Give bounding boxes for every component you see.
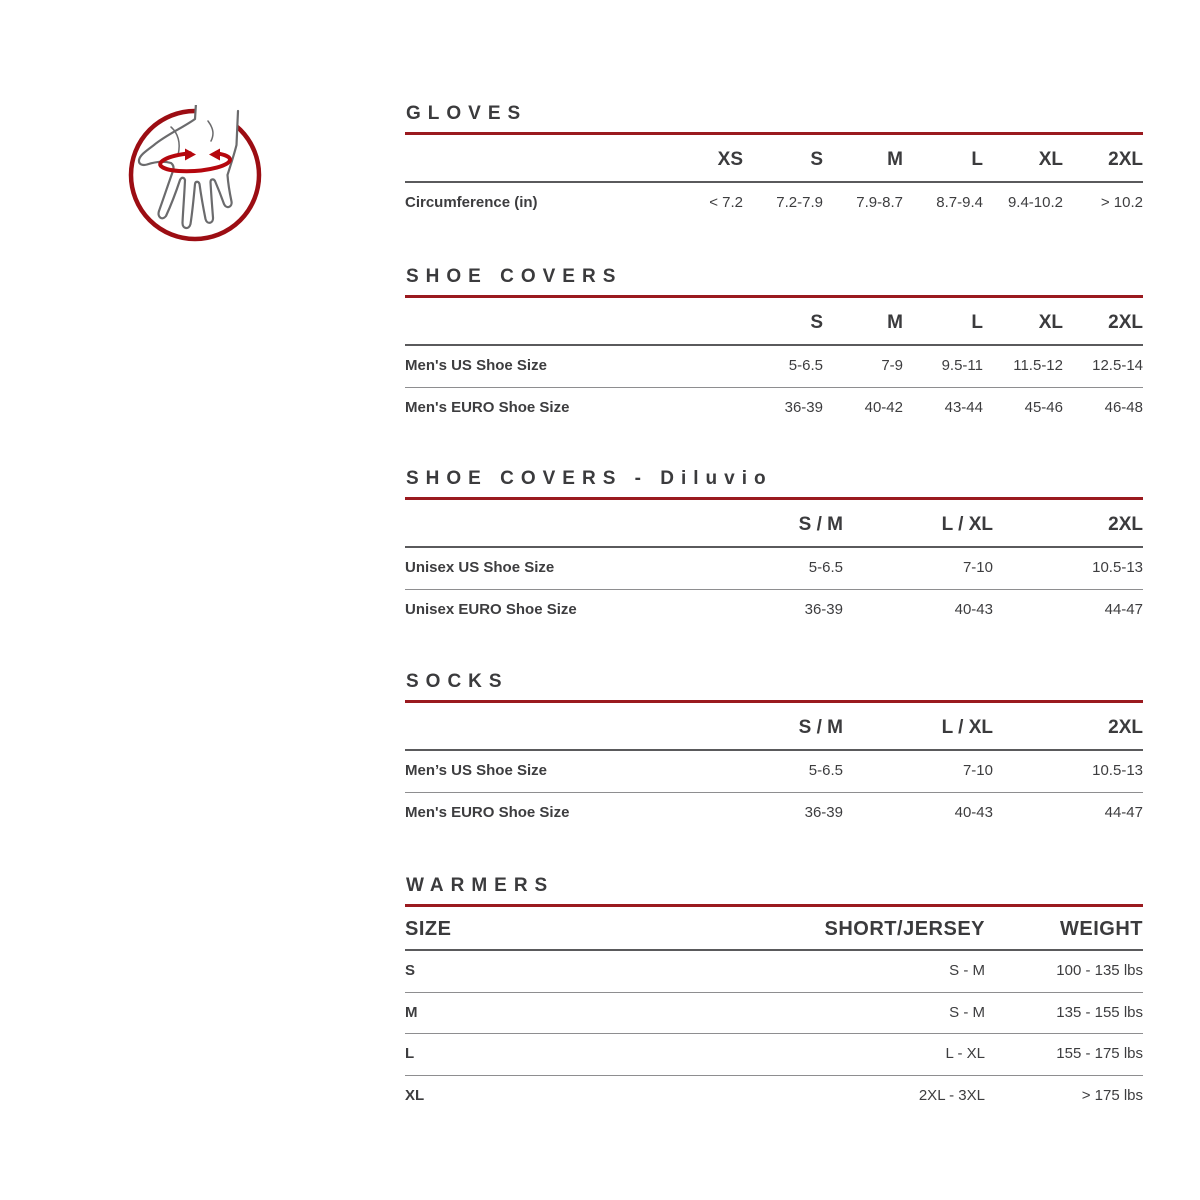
table-row <box>405 1075 1143 1116</box>
column-header: S / M <box>693 703 843 750</box>
column-header: S / M <box>693 500 843 547</box>
size-value: 7-10 <box>843 547 993 589</box>
size-value: 100 - 135 lbs <box>985 950 1143 992</box>
row-label: M <box>405 992 705 1034</box>
size-value: 7-9 <box>823 345 903 387</box>
column-header: L <box>903 298 983 345</box>
size-value: > 175 lbs <box>1081 1086 1143 1104</box>
column-header: L / XL <box>843 500 993 547</box>
table-title: GLOVES <box>405 104 1143 135</box>
row-label: S <box>405 950 705 992</box>
table-row <box>405 387 1143 428</box>
column-header: S <box>743 135 823 182</box>
column-header <box>405 298 743 345</box>
table-row <box>405 950 1143 992</box>
table-row <box>405 792 1143 833</box>
column-header: XL <box>983 298 1063 345</box>
table-title: SHOE COVERS - Diluvio <box>405 469 1143 500</box>
size-value: 9.5-11 <box>903 345 983 387</box>
size-value: S - M <box>705 992 985 1034</box>
gloves-table <box>405 104 1143 224</box>
size-value: 40-42 <box>864 398 903 416</box>
column-header <box>405 500 693 547</box>
row-label: Circumference (in) <box>405 194 538 211</box>
size-value: 155 - 175 lbs <box>985 1034 1143 1076</box>
size-value: 40-43 <box>954 803 993 821</box>
size-value: 10.5-13 <box>993 750 1143 792</box>
column-header: S <box>743 298 823 345</box>
size-value: 11.5-12 <box>983 345 1063 387</box>
row-label: XL <box>405 1086 425 1104</box>
size-value: 36-39 <box>784 398 823 416</box>
row-label: Unisex US Shoe Size <box>405 547 693 589</box>
column-header <box>405 135 663 182</box>
socks-table <box>405 672 1143 833</box>
socks-grid <box>405 703 1143 833</box>
column-header: XL <box>983 135 1063 182</box>
size-value: S - M <box>705 950 985 992</box>
size-value: 46-48 <box>1104 398 1143 416</box>
size-value: 5-6.5 <box>743 345 823 387</box>
header-row <box>405 135 1143 182</box>
size-value: 135 - 155 lbs <box>985 992 1143 1034</box>
table-row <box>405 992 1143 1034</box>
column-header: 2XL <box>1063 298 1143 345</box>
size-value: 43-44 <box>944 398 983 416</box>
hand-circumference-svg <box>124 105 266 247</box>
size-value: 8.7-9.4 <box>936 194 983 211</box>
shoe-covers-diluvio-table <box>405 469 1143 630</box>
row-label: Men's EURO Shoe Size <box>405 398 570 416</box>
warmers-table <box>405 876 1143 1116</box>
size-value: 40-43 <box>954 600 993 618</box>
table-row <box>405 750 1143 792</box>
row-label: Unisex EURO Shoe Size <box>405 600 577 618</box>
column-header: M <box>823 298 903 345</box>
shoe-covers-grid <box>405 298 1143 428</box>
column-header: M <box>823 135 903 182</box>
table-title: SOCKS <box>405 672 1143 703</box>
table-row <box>405 182 1143 224</box>
row-label: Men's EURO Shoe Size <box>405 803 570 821</box>
size-value: 2XL - 3XL <box>918 1086 985 1104</box>
warmers-grid <box>405 907 1143 1116</box>
column-header: 2XL <box>993 500 1143 547</box>
column-header: SHORT/JERSEY <box>705 907 985 950</box>
shoe-covers-diluvio-grid <box>405 500 1143 630</box>
size-value: 7.2-7.9 <box>776 194 823 211</box>
gloves-grid <box>405 135 1143 224</box>
size-value: 44-47 <box>1104 600 1143 618</box>
size-value: 36-39 <box>804 803 843 821</box>
size-chart-content <box>405 0 1143 1200</box>
size-value: 10.5-13 <box>993 547 1143 589</box>
size-value: L - XL <box>705 1034 985 1076</box>
size-value: < 7.2 <box>709 194 743 211</box>
size-value: 5-6.5 <box>693 750 843 792</box>
table-title: WARMERS <box>405 876 1143 907</box>
size-value: 36-39 <box>804 600 843 618</box>
shoe-covers-table <box>405 267 1143 428</box>
table-row <box>405 1034 1143 1076</box>
row-label: Men’s US Shoe Size <box>405 750 693 792</box>
column-header <box>405 703 693 750</box>
size-value: 12.5-14 <box>1063 345 1143 387</box>
hand-circumference-icon <box>124 105 266 247</box>
row-label: Men's US Shoe Size <box>405 345 743 387</box>
column-header: 2XL <box>993 703 1143 750</box>
table-row <box>405 345 1143 387</box>
size-value: 44-47 <box>1104 803 1143 821</box>
column-header: L / XL <box>843 703 993 750</box>
size-value: 5-6.5 <box>693 547 843 589</box>
size-value: 7.9-8.7 <box>856 194 903 211</box>
header-row <box>405 907 1143 950</box>
column-header: L <box>903 135 983 182</box>
table-row <box>405 547 1143 589</box>
header-row <box>405 298 1143 345</box>
table-row <box>405 589 1143 630</box>
column-header: WEIGHT <box>985 907 1143 950</box>
size-value: 9.4-10.2 <box>1007 194 1063 211</box>
column-header: 2XL <box>1063 135 1143 182</box>
table-title: SHOE COVERS <box>405 267 1143 298</box>
header-row <box>405 703 1143 750</box>
header-row <box>405 500 1143 547</box>
row-label: L <box>405 1034 705 1076</box>
size-value: 45-46 <box>1024 398 1063 416</box>
size-value: 7-10 <box>843 750 993 792</box>
size-value: > 10.2 <box>1100 194 1143 211</box>
column-header: SIZE <box>405 907 705 950</box>
column-header: XS <box>663 135 743 182</box>
